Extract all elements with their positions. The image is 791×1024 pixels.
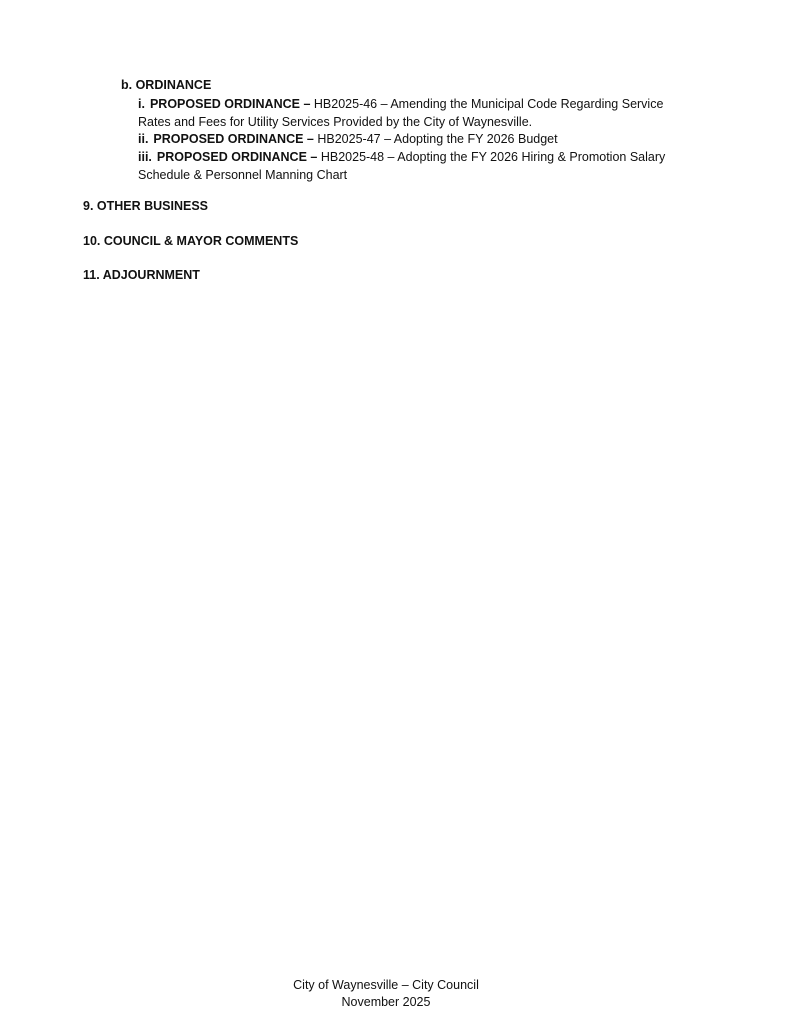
section-council-mayor-comments: 10. COUNCIL & MAYOR COMMENTS [83, 234, 299, 248]
item-numeral: i. [138, 97, 145, 111]
ordinance-item-hb2025-48 [138, 148, 678, 184]
footer-organization: City of Waynesville – City Council [293, 978, 479, 992]
item-numeral: ii. [138, 132, 149, 146]
item-text: HB2025-48 – Adopting the FY 2026 Hiring & Promotion Salary Schedule & Personnel Manning Chart [138, 150, 666, 182]
ordinance-item-hb2025-46 [138, 95, 678, 131]
item-label: PROPOSED ORDINANCE [149, 97, 300, 111]
item-dash: – [306, 150, 321, 164]
section-adjournment: 11. ADJOURNMENT [83, 268, 200, 282]
item-label: PROPOSED ORDINANCE [156, 150, 307, 164]
item-numeral: iii. [138, 150, 152, 164]
section-other-business: 9. OTHER BUSINESS [83, 199, 209, 213]
ordinance-subheading: b. ORDINANCE [121, 78, 212, 92]
footer-date: November 2025 [341, 995, 431, 1009]
item-dash: – [299, 97, 314, 111]
item-text: HB2025-46 – Amending the Municipal Code Regarding Service Rates and Fees for Utility Services Provided by the City of Waynesville. [138, 97, 664, 129]
item-label: PROPOSED ORDINANCE [153, 132, 304, 146]
item-text: HB2025-47 – Adopting the FY 2026 Budget [317, 132, 558, 146]
ordinance-item-hb2025-47 [138, 130, 678, 148]
item-dash: – [303, 132, 318, 146]
